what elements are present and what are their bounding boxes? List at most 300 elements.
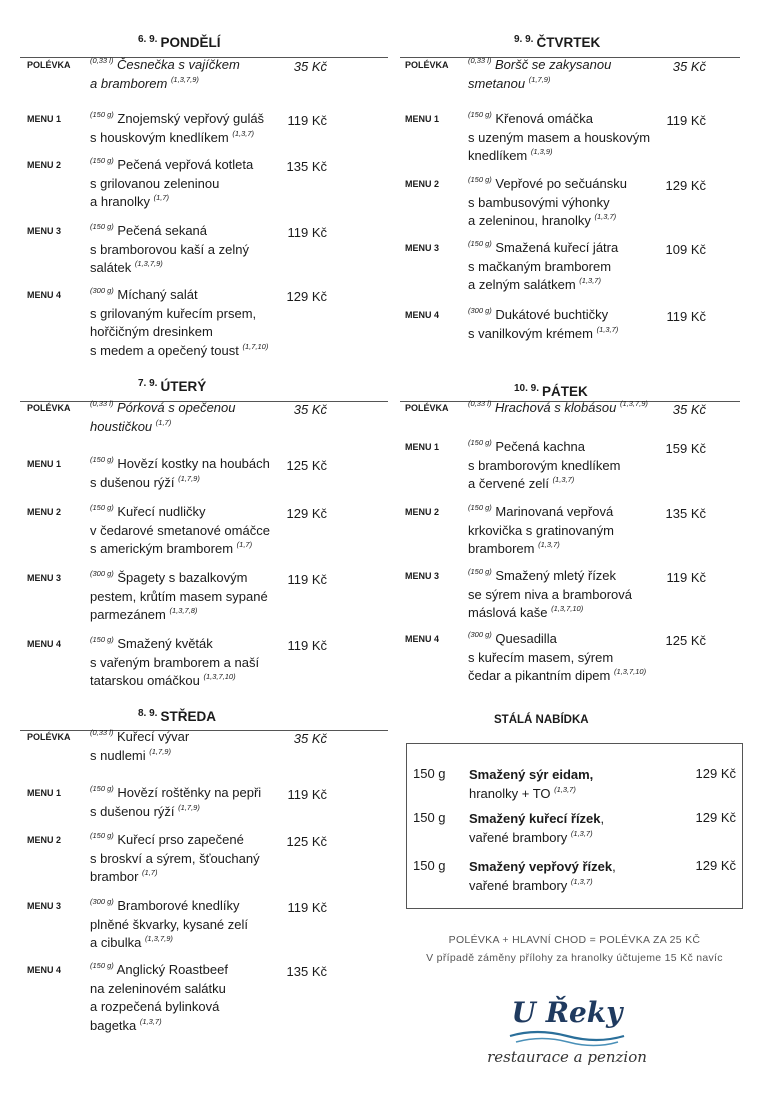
dish-text: krkovička s gratinovaným — [468, 522, 614, 538]
dish-text: parmezánem — [90, 607, 166, 622]
menu-item-price: 119 Kč — [287, 225, 327, 240]
logo-wave-icon — [510, 1032, 624, 1040]
description-line — [90, 1017, 228, 1036]
menu-item-description — [90, 156, 253, 212]
menu-item-price: 135 Kč — [665, 506, 706, 521]
menu-item-price: 125 Kč — [286, 834, 327, 849]
description-line — [90, 175, 253, 194]
allergens: (1,3,7,9) — [134, 259, 163, 268]
stala-nabidka-box — [406, 743, 743, 909]
menu-item-price: 109 Kč — [665, 242, 706, 257]
stala-item-price: 129 Kč — [695, 810, 736, 825]
dish-text: s broskví a sýrem, šťouchaný — [90, 850, 260, 866]
allergens: (1,7,10) — [242, 341, 269, 351]
dish-text: a hranolky — [90, 194, 150, 209]
menu-item-label: MENU 4 — [27, 965, 62, 975]
dish-text: Hovězí kostky na houbách — [117, 456, 270, 471]
description-line — [90, 588, 268, 607]
dish-text: s nudlemi — [90, 747, 146, 763]
day-header — [138, 708, 216, 726]
menu-item-label: MENU 3 — [405, 243, 440, 253]
allergens: (1,3,7,9) — [144, 934, 173, 943]
menu-item-label: POLÉVKA — [27, 732, 71, 742]
description-line — [90, 998, 228, 1017]
menu-item-description — [90, 56, 240, 93]
portion-size: (0,33 l) — [90, 56, 114, 65]
description-line — [90, 569, 268, 588]
dish-text: s vanilkovým krémem — [468, 325, 593, 341]
menu-item-price: 119 Kč — [287, 113, 327, 128]
day-divider — [20, 730, 388, 731]
stala-item-grams: 150 g — [413, 810, 446, 825]
dish-text: Bramborové knedlíky — [117, 898, 240, 913]
dish-text: s bambusovými výhonky — [468, 194, 610, 210]
footer-side-note: V případě záměny přílohy za hranolky účtujeme 15 Kč navíc — [426, 952, 723, 964]
description-line — [90, 606, 268, 625]
allergens: (1,7,9) — [149, 746, 171, 756]
menu-item-label: POLÉVKA — [405, 403, 449, 413]
menu-item-description — [90, 728, 189, 765]
menu-item-price: 129 Kč — [286, 289, 327, 304]
dish-text: plněné škvarky, kysané zelí — [90, 916, 248, 932]
description-line — [468, 399, 648, 418]
day-header — [138, 34, 220, 52]
dish-text: bramborem — [468, 541, 535, 556]
dish-name: Smažený sýr eidam, — [469, 767, 594, 782]
dish-text: knedlíkem — [468, 148, 528, 163]
side-dish: vařené brambory — [469, 830, 568, 845]
dish-text: Křenová omáčka — [495, 111, 593, 126]
menu-item-description — [468, 239, 618, 295]
dish-text: Hovězí roštěnky na pepři — [117, 785, 262, 800]
dish-text: Vepřové po sečuánsku — [495, 176, 627, 191]
stala-item-grams: 150 g — [413, 858, 446, 873]
description-line — [90, 222, 249, 241]
menu-item-label: MENU 2 — [405, 507, 440, 517]
portion-size: (150 g) — [90, 455, 114, 464]
description-line — [468, 457, 620, 476]
portion-size: (150 g) — [468, 438, 492, 447]
description-line — [90, 418, 236, 437]
menu-item-price: 135 Kč — [286, 159, 327, 174]
dish-text: Pečená sekaná — [117, 223, 208, 238]
description-line — [90, 654, 259, 673]
dish-name-tail: , — [600, 811, 605, 826]
dish-text: pestem, krůtím masem sypané — [90, 588, 268, 604]
menu-item-label: MENU 1 — [405, 114, 440, 124]
day-name: PONDĚLÍ — [160, 35, 221, 50]
menu-item-label: POLÉVKA — [27, 403, 71, 413]
description-line — [468, 540, 614, 559]
day-date: 10. 9. — [514, 383, 540, 394]
day-header — [138, 378, 206, 396]
menu-item-description — [90, 635, 259, 691]
menu-item-price: 35 Kč — [672, 402, 706, 417]
side-dish: hranolky + TO — [469, 786, 551, 801]
menu-item-price: 125 Kč — [286, 458, 327, 473]
description-line — [90, 129, 264, 148]
description-line — [90, 75, 240, 94]
description-line — [90, 961, 228, 980]
portion-size: (150 g) — [468, 175, 492, 184]
menu-item-label: MENU 4 — [27, 290, 62, 300]
dish-text: s vařeným bramborem a naší — [90, 654, 260, 670]
allergens: (1,7) — [236, 540, 253, 549]
dish-text: s grilovaným kuřecím prsem, — [90, 305, 257, 321]
dish-text: máslová kaše — [468, 605, 548, 620]
dish-text: Kuřecí prso zapečené — [117, 832, 244, 847]
dish-name: Smažený vepřový řízek — [469, 859, 613, 874]
dish-name: Smažený kuřecí řízek — [469, 811, 601, 826]
menu-item-description — [90, 831, 260, 887]
menu-item-label: MENU 1 — [27, 459, 62, 469]
description-line — [90, 110, 264, 129]
allergens: (1,3,7) — [570, 829, 593, 838]
menu-item-label: MENU 2 — [27, 835, 62, 845]
day-name: ČTVRTEK — [536, 35, 601, 50]
menu-item-label: MENU 1 — [405, 442, 440, 452]
menu-item-description — [90, 897, 248, 953]
description-line — [469, 857, 616, 876]
dish-text: hořčičným dresinkem — [90, 324, 213, 339]
day-name: ÚTERÝ — [160, 379, 207, 394]
portion-size: (150 g) — [90, 503, 114, 512]
description-line — [468, 306, 618, 325]
portion-size: (0,33 l) — [468, 399, 492, 408]
description-line — [90, 259, 249, 278]
restaurant-logo — [482, 992, 652, 1072]
dish-text: houstičkou — [90, 418, 153, 434]
description-line — [468, 147, 650, 166]
description-line — [468, 276, 618, 295]
description-line — [90, 286, 268, 305]
menu-item-description — [90, 110, 264, 147]
menu-item-price: 119 Kč — [287, 787, 327, 802]
menu-item-description — [90, 569, 268, 625]
allergens: (1,7) — [155, 417, 172, 427]
portion-size: (300 g) — [90, 897, 114, 906]
portion-size: (150 g) — [468, 110, 492, 119]
description-line — [468, 212, 627, 231]
menu-item-price: 125 Kč — [665, 633, 706, 648]
menu-item-price: 119 Kč — [287, 638, 327, 653]
dish-text: s mačkaným bramborem — [468, 258, 612, 274]
dish-text: a bramborem — [90, 75, 168, 91]
day-header — [514, 34, 600, 52]
dish-text: s bramborovou kaší a zelný — [90, 241, 249, 257]
description-line — [90, 635, 259, 654]
allergens: (1,3,7) — [594, 212, 617, 221]
menu-item-price: 129 Kč — [286, 506, 327, 521]
menu-item-price: 35 Kč — [672, 59, 706, 74]
day-name: STŘEDA — [160, 709, 216, 724]
stala-item-price: 129 Kč — [695, 766, 736, 781]
portion-size: (300 g) — [468, 306, 492, 315]
menu-item-label: MENU 2 — [27, 160, 62, 170]
dish-text: s houskovým knedlíkem — [90, 129, 229, 145]
allergens: (1,3,7) — [596, 324, 619, 334]
description-line — [90, 56, 240, 75]
portion-size: (150 g) — [468, 567, 492, 576]
description-line — [90, 241, 249, 260]
description-line — [90, 980, 228, 999]
menu-item-description — [90, 222, 249, 278]
menu-item-description — [90, 399, 236, 436]
menu-item-description — [90, 286, 268, 360]
dish-text: Znojemský vepřový guláš — [117, 111, 265, 126]
dish-text: Smažený květák — [117, 636, 213, 651]
portion-size: (150 g) — [468, 239, 492, 248]
description-line — [468, 604, 632, 623]
menu-item-label: MENU 3 — [27, 901, 62, 911]
description-line — [468, 129, 650, 148]
dish-text: Dukátové buchtičky — [495, 307, 609, 322]
dish-text: s bramborovým knedlíkem — [468, 457, 621, 473]
dish-text: na zeleninovém salátku — [90, 980, 226, 996]
description-line — [468, 475, 620, 494]
description-line — [90, 803, 261, 822]
description-line — [90, 747, 189, 766]
menu-item-price: 129 Kč — [665, 178, 706, 193]
side-dish: vařené brambory — [469, 878, 568, 893]
dish-text: tatarskou omáčkou — [90, 673, 200, 688]
dish-text: a zelným salátkem — [468, 277, 576, 292]
description-line — [90, 728, 189, 747]
portion-size: (0,33 l) — [90, 399, 114, 408]
allergens: (1,3,7) — [552, 475, 575, 484]
dish-text: a rozpečená bylinková — [90, 999, 220, 1014]
menu-item-label: MENU 1 — [27, 114, 62, 124]
portion-size: (0,33 l) — [90, 728, 114, 737]
allergens: (1,3,7) — [554, 785, 576, 794]
stala-item-grams: 150 g — [413, 766, 446, 781]
description-line — [90, 193, 253, 212]
description-line — [469, 784, 593, 803]
description-line — [469, 828, 604, 847]
allergens: (1,3,7,9) — [170, 74, 199, 84]
dish-text: s uzeným masem a houskovým — [468, 129, 651, 145]
description-line — [90, 522, 270, 541]
dish-text: Kuřecí vývar — [116, 729, 190, 744]
description-line — [468, 325, 618, 344]
description-line — [90, 399, 236, 418]
stala-item-price: 129 Kč — [695, 858, 736, 873]
menu-item-label: MENU 4 — [405, 310, 440, 320]
description-line — [90, 831, 260, 850]
description-line — [90, 850, 260, 869]
menu-item-label: MENU 4 — [27, 639, 62, 649]
menu-item-description — [468, 306, 618, 343]
dish-text: s medem a opečený toust — [90, 342, 239, 358]
menu-item-description — [468, 567, 632, 623]
allergens: (1,3,7) — [570, 877, 593, 886]
portion-size: (300 g) — [90, 569, 114, 578]
dish-text: Anglický Roastbeef — [116, 962, 228, 977]
description-line — [90, 342, 268, 361]
menu-item-label: MENU 3 — [27, 226, 62, 236]
menu-item-description — [468, 503, 614, 559]
menu-item-price: 159 Kč — [665, 441, 706, 456]
stala-nabidka-title: STÁLÁ NABÍDKA — [494, 714, 589, 726]
description-line — [90, 503, 270, 522]
menu-item-label: POLÉVKA — [27, 60, 71, 70]
allergens: (1,3,7,8) — [169, 606, 198, 615]
description-line — [468, 175, 627, 194]
menu-item-description — [90, 784, 261, 821]
dish-text: s kuřecím masem, sýrem — [468, 649, 614, 665]
menu-item-description — [468, 630, 646, 686]
dish-text: Česnečka s vajíčkem — [116, 57, 240, 72]
day-date: 7. 9. — [138, 378, 158, 389]
portion-size: (0,33 l) — [468, 56, 492, 65]
portion-size: (150 g) — [90, 110, 114, 119]
description-line — [469, 765, 593, 784]
menu-item-price: 119 Kč — [287, 572, 327, 587]
allergens: (1,3,7,9) — [620, 399, 648, 408]
menu-item-price: 119 Kč — [666, 309, 706, 324]
description-line — [90, 672, 259, 691]
allergens: (1,3,7,10) — [203, 672, 236, 681]
dish-text: s dušenou rýží — [90, 803, 175, 819]
portion-size: (300 g) — [468, 630, 492, 639]
description-line — [90, 784, 261, 803]
dish-text: bagetka — [90, 1017, 137, 1033]
description-line — [468, 438, 620, 457]
dish-text: Míchaný salát — [117, 287, 198, 302]
allergens: (1,3,7,10) — [551, 604, 584, 613]
menu-item-price: 35 Kč — [293, 59, 327, 74]
dish-text: salátek — [90, 260, 132, 275]
description-line — [90, 474, 270, 493]
dish-name-tail: , — [612, 859, 616, 874]
menu-item-label: MENU 1 — [27, 788, 62, 798]
description-line — [468, 194, 627, 213]
description-line — [468, 567, 632, 586]
portion-size: (150 g) — [90, 784, 114, 793]
menu-item-label: POLÉVKA — [405, 60, 449, 70]
description-line — [90, 156, 253, 175]
dish-text: Kuřecí nudličky — [117, 504, 206, 519]
description-line — [468, 522, 614, 541]
dish-text: smetanou — [468, 75, 526, 91]
portion-size: (300 g) — [90, 286, 114, 295]
menu-item-description — [90, 503, 270, 559]
dish-text: Pórková s opečenou — [116, 400, 236, 415]
dish-text: Špagety s bazalkovým — [117, 570, 248, 585]
menu-item-description — [468, 110, 650, 166]
menu-item-price: 35 Kč — [293, 402, 327, 417]
description-line — [468, 258, 618, 277]
dish-text: brambor — [90, 869, 139, 884]
menu-item-label: MENU 3 — [27, 573, 62, 583]
description-line — [90, 934, 248, 953]
description-line — [468, 586, 632, 605]
day-name: PÁTEK — [542, 384, 588, 399]
menu-item-label: MENU 3 — [405, 571, 440, 581]
portion-size: (150 g) — [90, 156, 114, 165]
description-line — [468, 75, 611, 94]
allergens: (1,3,7,10) — [613, 667, 647, 676]
allergens: (1,7,9) — [528, 74, 551, 84]
allergens: (1,3,7) — [139, 1016, 162, 1026]
portion-size: (150 g) — [90, 222, 114, 231]
dish-text: Smažený mletý řízek — [495, 568, 617, 583]
dish-text: Pečená vepřová kotleta — [117, 157, 254, 172]
dish-text: a zeleninou, hranolky — [468, 213, 591, 228]
dish-text: a červené zelí — [468, 476, 549, 491]
logo-name: U Řeky — [511, 996, 623, 1029]
allergens: (1,7,9) — [178, 802, 200, 812]
description-line — [468, 503, 614, 522]
allergens: (1,7) — [153, 193, 170, 202]
day-date: 8. 9. — [138, 708, 158, 719]
dish-text: Smažená kuřecí játra — [495, 240, 619, 255]
menu-item-description — [468, 56, 611, 93]
dish-text: Pečená kachna — [495, 439, 586, 454]
menu-item-description — [468, 175, 627, 231]
dish-text: s grilovanou zeleninou — [90, 175, 220, 191]
day-date: 9. 9. — [514, 34, 534, 45]
dish-text: s americkým bramborem — [90, 541, 234, 556]
description-line — [90, 455, 270, 474]
allergens: (1,3,7) — [579, 276, 601, 285]
dish-text: Marinovaná vepřová — [495, 504, 614, 519]
menu-item-price: 135 Kč — [286, 964, 327, 979]
allergens: (1,3,7) — [538, 540, 560, 549]
menu-item-description — [90, 455, 270, 492]
dish-text: Hrachová s klobásou — [494, 400, 617, 415]
day-date: 6. 9. — [138, 34, 158, 45]
description-line — [469, 809, 604, 828]
description-line — [468, 239, 618, 258]
description-line — [90, 868, 260, 887]
dish-text: čedar a pikantním dipem — [468, 668, 611, 683]
menu-item-price: 119 Kč — [666, 570, 706, 585]
portion-size: (150 g) — [90, 961, 114, 970]
dish-text: Quesadilla — [495, 631, 557, 646]
description-line — [468, 667, 646, 686]
stala-item-description — [469, 857, 616, 895]
allergens: (1,3,9) — [530, 147, 553, 156]
allergens: (1,7,9) — [178, 473, 200, 483]
menu-item-label: MENU 4 — [405, 634, 440, 644]
portion-size: (150 g) — [90, 635, 114, 644]
description-line — [90, 540, 270, 559]
description-line — [469, 876, 616, 895]
stala-item-description — [469, 765, 593, 803]
description-line — [468, 56, 611, 75]
dish-text: v čedarové smetanové omáčce — [90, 522, 270, 538]
portion-size: (150 g) — [468, 503, 492, 512]
description-line — [90, 305, 268, 324]
allergens: (1,7) — [142, 868, 158, 877]
description-line — [90, 323, 268, 342]
menu-item-description — [468, 438, 620, 494]
dish-text: s dušenou rýží — [90, 474, 175, 490]
stala-item-description — [469, 809, 604, 847]
dish-text: Boršč se zakysanou — [494, 57, 612, 72]
allergens: (1,3,7) — [232, 128, 255, 138]
menu-item-label: MENU 2 — [405, 179, 440, 189]
dish-text: a cibulka — [90, 935, 142, 950]
description-line — [468, 630, 646, 649]
footer-combo-note: POLÉVKA + HLAVNÍ CHOD = POLÉVKA ZA 25 KČ — [448, 934, 701, 946]
menu-item-description — [90, 961, 228, 1035]
dish-text: se sýrem niva a bramborová — [468, 586, 633, 602]
portion-size: (150 g) — [90, 831, 114, 840]
description-line — [90, 897, 248, 916]
menu-item-price: 35 Kč — [293, 731, 327, 746]
